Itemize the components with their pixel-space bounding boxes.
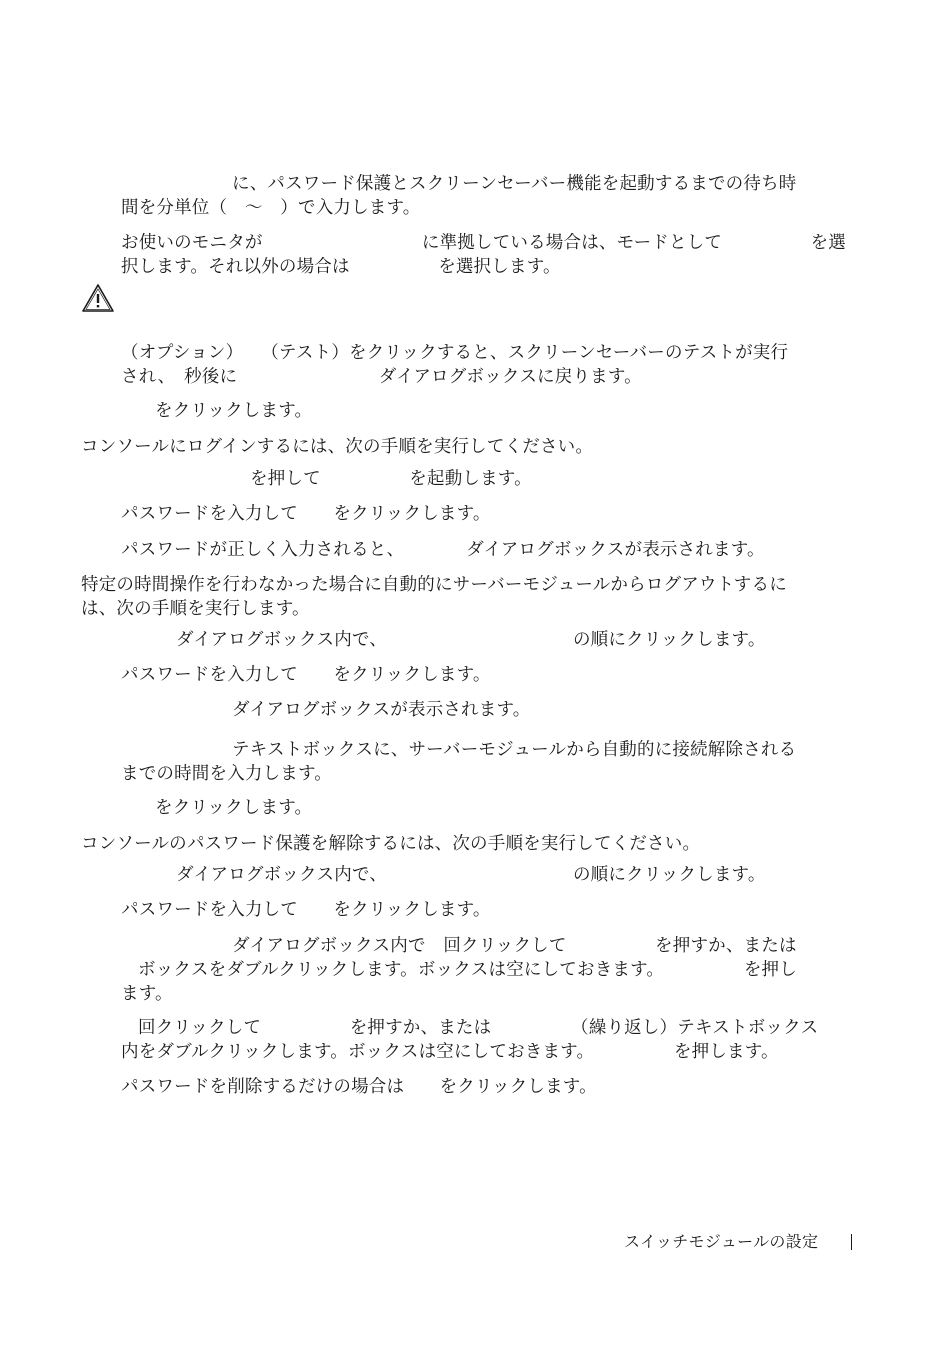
step-text-line: ダイアログボックス内で、 の順にクリックします。 bbox=[176, 630, 766, 650]
body-text-line: に、パスワード保護とスクリーンセーバー機能を起動するまでの待ち時 bbox=[232, 174, 797, 194]
step-text-line: ダイアログボックス内で、 の順にクリックします。 bbox=[176, 865, 766, 885]
step-text-line: パスワードを削除するだけの場合は をクリックします。 bbox=[121, 1077, 597, 1097]
step-text-line: パスワードを入力して をクリックします。 bbox=[121, 900, 491, 920]
step-text-line: を押して を起動します。 bbox=[250, 469, 532, 489]
step-text-line: ます。 bbox=[121, 984, 173, 1004]
step-text-line: パスワードを入力して をクリックします。 bbox=[121, 665, 491, 685]
section-intro-login: コンソールにログインするには、次の手順を実行してください。 bbox=[81, 437, 594, 457]
step-text-line: をクリックします。 bbox=[155, 798, 313, 818]
step-text-line: 内をダブルクリックします。ボックスは空にしておきます。 を押します。 bbox=[121, 1042, 779, 1062]
body-text-line: 間を分単位（ ～ ）で入力します。 bbox=[121, 198, 421, 218]
section-intro-logout: 特定の時間操作を行わなかった場合に自動的にサーバーモジュールからログアウトするに bbox=[81, 575, 787, 595]
step-text-line: ボックスをダブルクリックします。ボックスは空にしておきます。 を押し bbox=[138, 960, 797, 980]
step-text-line: ダイアログボックスが表示されます。 bbox=[232, 700, 531, 720]
step-text-line: 回クリックして を押すか、または （繰り返し）テキストボックス bbox=[138, 1018, 819, 1038]
body-text-line: され、 秒後に ダイアログボックスに戻ります。 bbox=[121, 367, 642, 387]
body-text-line: （オプション） （テスト）をクリックすると、スクリーンセーバーのテストが実行 bbox=[121, 343, 789, 363]
step-text-line: までの時間を入力します。 bbox=[121, 764, 332, 784]
step-text-line: パスワードを入力して をクリックします。 bbox=[121, 504, 491, 524]
footer-divider bbox=[851, 1234, 852, 1250]
step-text-line: テキストボックスに、サーバーモジュールから自動的に接続解除される bbox=[232, 740, 797, 760]
body-text-line: 択します。それ以外の場合は を選択します。 bbox=[121, 257, 561, 277]
step-text-line: ダイアログボックス内で 回クリックして を押すか、または bbox=[232, 936, 797, 956]
section-intro-logout: は、次の手順を実行します。 bbox=[81, 599, 310, 619]
warning-triangle-icon bbox=[81, 283, 115, 313]
body-text-line: をクリックします。 bbox=[155, 401, 313, 421]
section-intro-remove-password: コンソールのパスワード保護を解除するには、次の手順を実行してください。 bbox=[81, 834, 701, 854]
footer-section-title: スイッチモジュールの設定 bbox=[624, 1232, 819, 1251]
body-text-line: お使いのモニタが に準拠している場合は、モードとして を選 bbox=[121, 233, 846, 253]
step-text-line: パスワードが正しく入力されると、 ダイアログボックスが表示されます。 bbox=[121, 540, 765, 560]
